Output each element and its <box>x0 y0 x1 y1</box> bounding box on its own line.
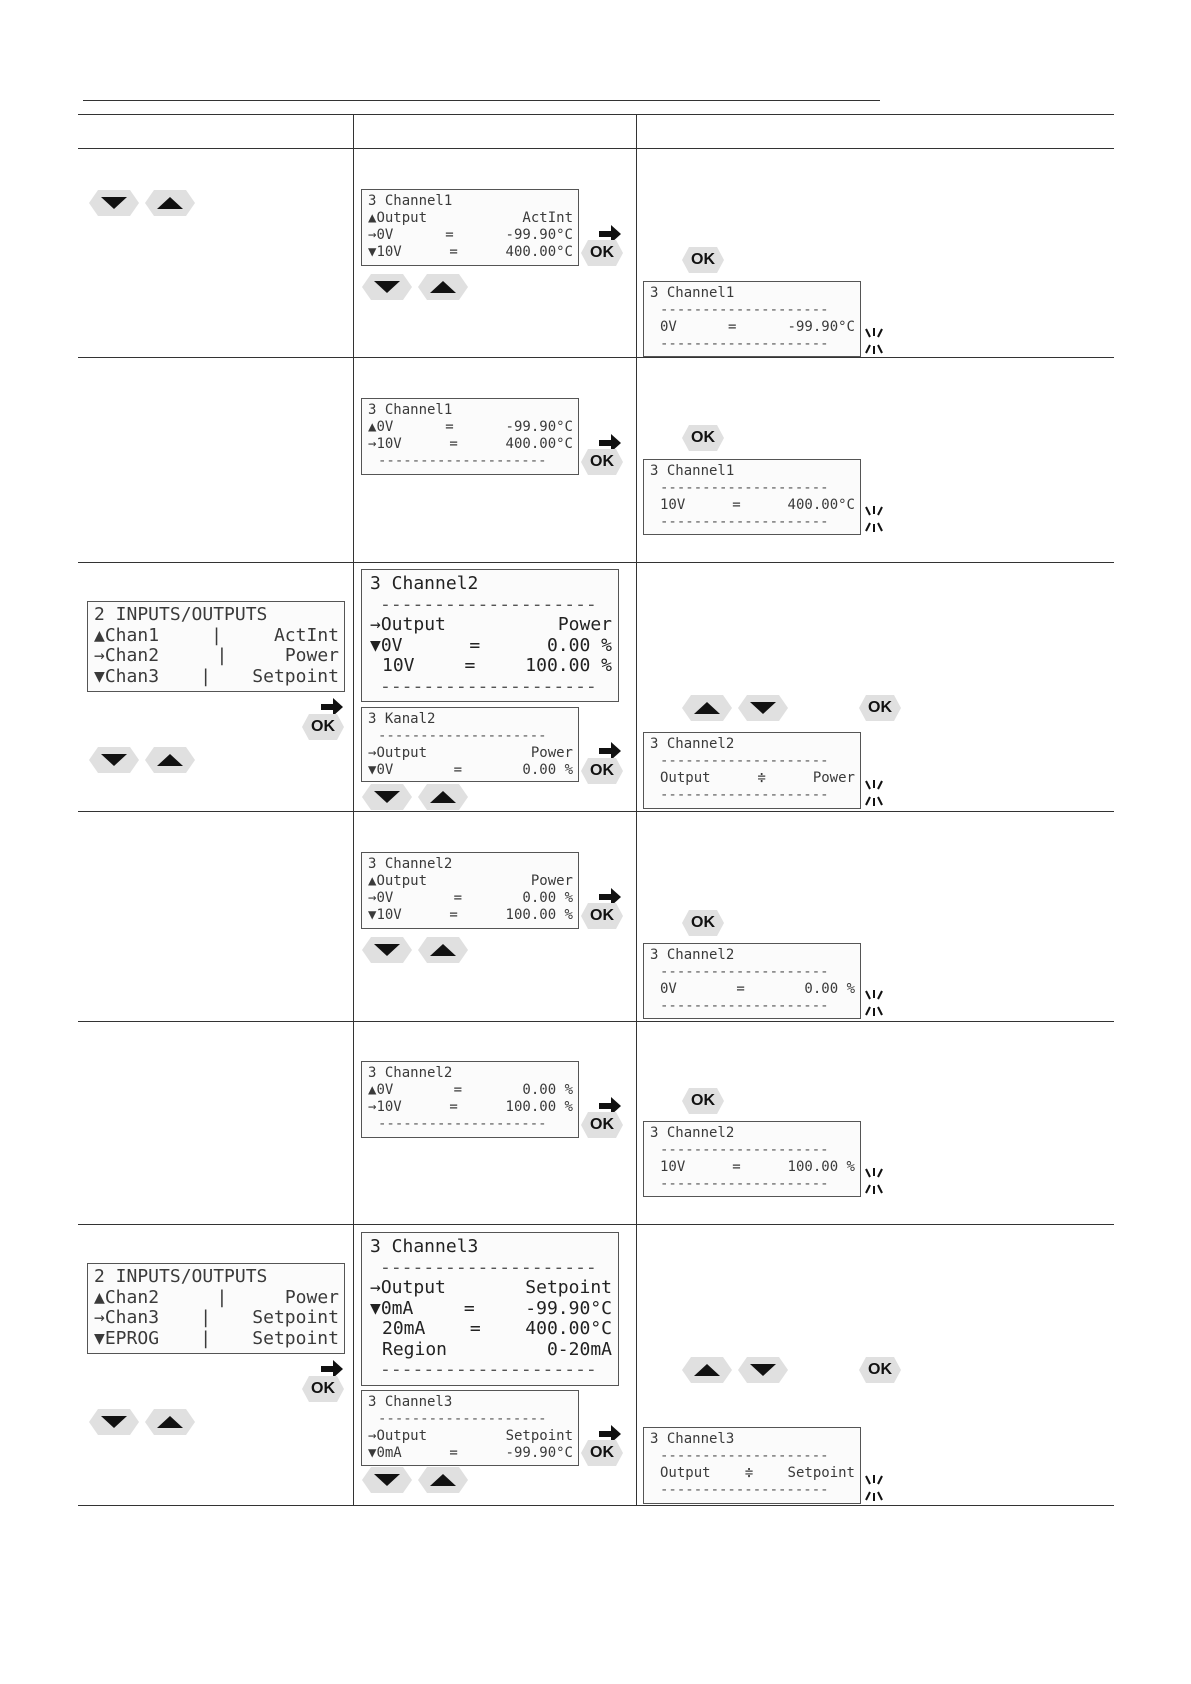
lcd-display: 3 Channel2 -------------------- 0V = 0.00 % -------------------- <box>643 943 861 1019</box>
down-key-button[interactable] <box>89 189 139 217</box>
arrow-down-icon <box>89 746 139 774</box>
arrow-up-icon <box>145 1408 195 1436</box>
ok-key-button[interactable]: OK <box>581 902 623 930</box>
down-key-button[interactable] <box>362 936 412 964</box>
blink-icon <box>862 1166 886 1196</box>
table-top-border <box>78 114 1114 115</box>
ok-key-button[interactable]: OK <box>682 424 724 452</box>
up-key-button[interactable] <box>682 694 732 722</box>
arrow-up-icon <box>418 936 468 964</box>
lcd-display: 3 Channel1 ▲Output ActInt →0V = -99.90°C ▼10V = 400.00°C <box>361 189 579 266</box>
column-divider-2 <box>636 114 637 1505</box>
down-key-button[interactable] <box>362 783 412 811</box>
down-key-button[interactable] <box>738 1356 788 1384</box>
ok-key-button[interactable]: OK <box>859 1356 901 1384</box>
menu-display: 2 INPUTS/OUTPUTS ▲Chan2 | Power →Chan3 | Setpoint ▼EPROG | Setpoint <box>87 1263 345 1354</box>
arrow-down-icon <box>362 273 412 301</box>
lcd-display: 3 Channel2 -------------------- 10V = 100.00 % -------------------- <box>643 1121 861 1197</box>
lcd-display: 3 Channel1 -------------------- 0V = -99.90°C -------------------- <box>643 281 861 357</box>
arrow-up-icon <box>145 189 195 217</box>
header-underline <box>83 100 880 101</box>
ok-key-button[interactable]: OK <box>682 909 724 937</box>
blink-icon <box>862 504 886 534</box>
ok-key-button[interactable]: OK <box>859 694 901 722</box>
arrow-down-icon <box>362 936 412 964</box>
ok-key-button[interactable]: OK <box>581 239 623 267</box>
column-divider-1 <box>353 114 354 1505</box>
lcd-display: 3 Channel2 ▲Output Power →0V = 0.00 % ▼10V = 100.00 % <box>361 852 579 929</box>
arrow-down-icon <box>738 1356 788 1384</box>
lcd-display: 3 Channel2 -------------------- Output ≑ Power -------------------- <box>643 732 861 809</box>
arrow-up-icon <box>418 783 468 811</box>
down-key-button[interactable] <box>362 273 412 301</box>
arrow-down-icon <box>89 189 139 217</box>
up-key-button[interactable] <box>418 1466 468 1494</box>
arrow-down-icon <box>362 1466 412 1494</box>
blink-icon <box>862 778 886 808</box>
blink-icon <box>862 1473 886 1503</box>
ok-key-button[interactable]: OK <box>581 1111 623 1139</box>
lcd-display-large: 3 Channel2 -------------------- →Output Power ▼0V = 0.00 % 10V = 100.00 % -------------------- <box>361 569 619 702</box>
down-key-button[interactable] <box>362 1466 412 1494</box>
up-key-button[interactable] <box>682 1356 732 1384</box>
down-key-button[interactable] <box>89 746 139 774</box>
lcd-display-large: 3 Channel3 -------------------- →Output Setpoint ▼0mA = -99.90°C 20mA = 400.00°C Region 0-20mA -------------------- <box>361 1232 619 1386</box>
up-key-button[interactable] <box>145 1408 195 1436</box>
lcd-display: 3 Kanal2 -------------------- →Output Power ▼0V = 0.00 % <box>361 707 579 782</box>
row-divider-3 <box>78 811 1114 812</box>
blink-icon <box>862 988 886 1018</box>
up-key-button[interactable] <box>418 273 468 301</box>
arrow-up-icon <box>145 746 195 774</box>
row-divider-5 <box>78 1224 1114 1225</box>
ok-key-button[interactable]: OK <box>581 757 623 785</box>
arrow-up-icon <box>418 273 468 301</box>
lcd-display: 3 Channel2 ▲0V = 0.00 % →10V = 100.00 % -------------------- <box>361 1061 579 1138</box>
arrow-down-icon <box>362 783 412 811</box>
ok-key-button[interactable]: OK <box>682 1087 724 1115</box>
table-bottom-border <box>78 1505 1114 1506</box>
up-key-button[interactable] <box>418 783 468 811</box>
row-divider-1 <box>78 357 1114 358</box>
ok-key-button[interactable]: OK <box>302 713 344 741</box>
menu-display: 2 INPUTS/OUTPUTS ▲Chan1 | ActInt →Chan2 | Power ▼Chan3 | Setpoint <box>87 601 345 692</box>
lcd-display: 3 Channel1 ▲0V = -99.90°C →10V = 400.00°C -------------------- <box>361 398 579 475</box>
arrow-down-icon <box>738 694 788 722</box>
arrow-up-icon <box>682 694 732 722</box>
table-header-border <box>78 148 1114 149</box>
arrow-up-icon <box>682 1356 732 1384</box>
row-divider-2 <box>78 562 1114 563</box>
down-key-button[interactable] <box>89 1408 139 1436</box>
ok-key-button[interactable]: OK <box>302 1375 344 1403</box>
up-key-button[interactable] <box>145 189 195 217</box>
lcd-display: 3 Channel3 -------------------- Output ≑ Setpoint -------------------- <box>643 1427 861 1504</box>
blink-icon <box>862 326 886 356</box>
down-key-button[interactable] <box>738 694 788 722</box>
up-key-button[interactable] <box>418 936 468 964</box>
lcd-title: 3 Channel1 <box>368 193 453 209</box>
lcd-display: 3 Channel3 -------------------- →Output Setpoint ▼0mA = -99.90°C <box>361 1390 579 1466</box>
arrow-down-icon <box>89 1408 139 1436</box>
arrow-up-icon <box>418 1466 468 1494</box>
ok-key-button[interactable]: OK <box>682 246 724 274</box>
ok-key-button[interactable]: OK <box>581 1439 623 1467</box>
lcd-display: 3 Channel1 -------------------- 10V = 400.00°C -------------------- <box>643 459 861 535</box>
up-key-button[interactable] <box>145 746 195 774</box>
ok-key-button[interactable]: OK <box>581 448 623 476</box>
row-divider-4 <box>78 1021 1114 1022</box>
